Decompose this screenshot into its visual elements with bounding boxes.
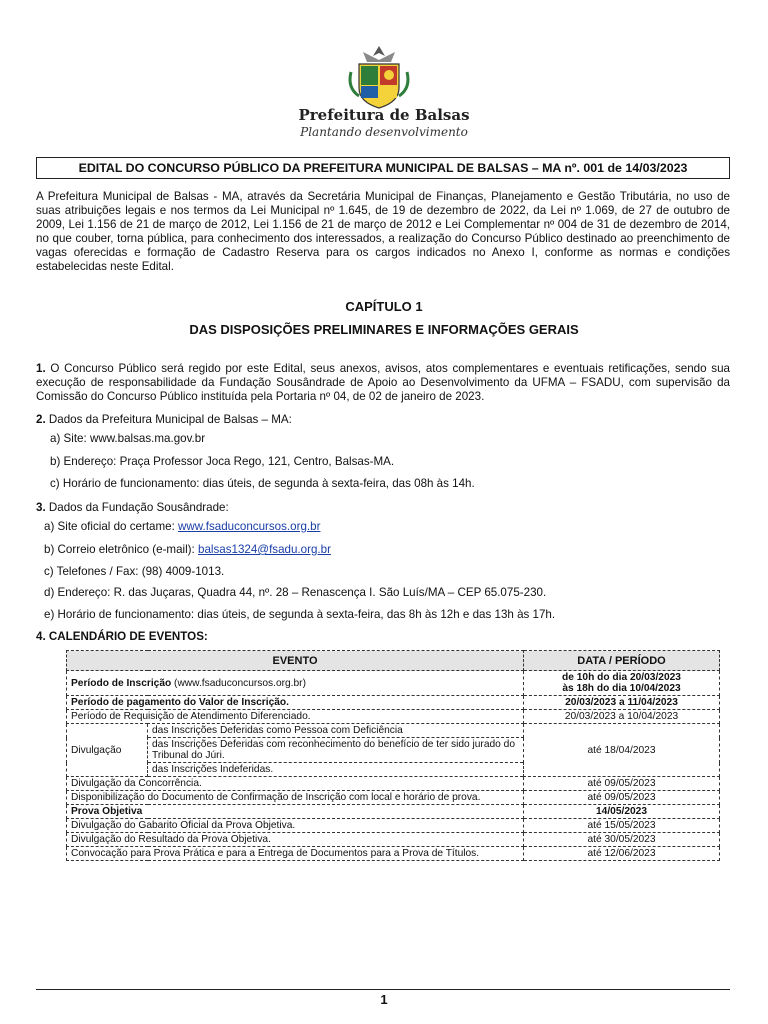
event-cell: Período de pagamento do Valor de Inscrição. (67, 696, 524, 710)
table-row (67, 791, 720, 805)
item-3-text: Dados da Fundação Sousândrade: (45, 501, 229, 514)
item-3 (36, 501, 229, 514)
event-cell: Divulgação do Resultado da Prova Objetiva. (67, 833, 524, 847)
date-cell: até 30/05/2023 (524, 833, 720, 847)
item-2-number: 2. (36, 413, 46, 426)
org-slogan: Plantando desenvolvimento (300, 125, 468, 139)
date-cell: até 09/05/2023 (524, 777, 720, 791)
item-3-a-label: a) Site oficial do certame: (44, 520, 179, 533)
item-3-number: 3. (36, 501, 46, 514)
event-cell: Período de Requisição de Atendimento Diferenciado. (67, 710, 524, 724)
table-row (67, 819, 720, 833)
date-line-2: às 18h do dia 10/04/2023 (562, 683, 681, 694)
chapter-number: CAPÍTULO 1 (345, 299, 423, 314)
date-cell: 20/03/2023 a 11/04/2023 (524, 696, 720, 710)
item-2-text: Dados da Prefeitura Municipal de Balsas – MA: (45, 413, 292, 426)
event-bold: Período de Inscrição (71, 677, 172, 689)
calendar-table (66, 650, 720, 861)
date-cell: 14/05/2023 (524, 805, 720, 819)
event-rest: (www.fsaduconcursos.org.br) (171, 677, 306, 689)
municipal-crest-logo (345, 44, 413, 110)
event-sub-cell: das Inscrições Deferidas com reconhecimento do benefício de ter sido jurado do Tribunal do Júri. (148, 738, 524, 763)
col-date-header: DATA / PERÍODO (524, 651, 720, 671)
table-header-row (67, 651, 720, 671)
table-row (67, 847, 720, 861)
event-cell: Prova Objetiva (67, 805, 524, 819)
table-row (67, 777, 720, 791)
item-1 (36, 362, 730, 404)
date-cell: até 09/05/2023 (524, 791, 720, 805)
fsadu-site-link[interactable]: www.fsaduconcursos.org.br (178, 520, 321, 533)
table-row (67, 710, 720, 724)
table-row (67, 724, 720, 738)
item-3-b-label: b) Correio eletrônico (e-mail): (44, 543, 198, 556)
event-cell: Convocação para Prova Prática e para a Entrega de Documentos para a Prova de Títulos. (67, 847, 524, 861)
date-cell: 20/03/2023 a 10/04/2023 (524, 710, 720, 724)
date-cell: até 15/05/2023 (524, 819, 720, 833)
item-2-b: b) Endereço: Praça Professor Joca Rego, 121, Centro, Balsas-MA. (50, 455, 395, 468)
table-row (67, 671, 720, 696)
item-2-a: a) Site: www.balsas.ma.gov.br (50, 432, 206, 445)
item-1-text: O Concurso Público será regido por este Edital, seus anexos, avisos, atos complementares e eventuais retificações, sendo sua execução de responsabilidade da Fundação Sousândrade de Apoio ao Desenvolvimento da UFMA – FSADU, com supervisão da Comissão do Concurso Público instituída pela Portaria nº 04, de 02 de janeiro de 2023. (36, 362, 730, 403)
item-4-heading: 4. CALENDÁRIO DE EVENTOS: (36, 630, 208, 643)
date-cell (524, 671, 720, 696)
item-3-e: e) Horário de funcionamento: dias úteis, de segunda à sexta-feira, das 8h às 12h e das 13h às 17h. (44, 608, 556, 621)
col-event-header: EVENTO (67, 651, 524, 671)
intro-paragraph: A Prefeitura Municipal de Balsas - MA, através da Secretária Municipal de Finanças, Planejamento e Gestão Tributária, no uso de suas atribuições legais e nos termos da Lei Municipal nº 1.645, de 19 de dezembro de 2022, da Lei nº 1.069, de 27 de outubro de 2009, Lei 1.156 de 21 de março de 2012, Lei 1.156 de 21 de março de 2012 e Lei Complementar nº 004 de 31 de dezembro de 2014, no que couber, torna pública, para conhecimento dos interessados, a realização do Concurso Público destinado ao preenchimento de vagas oferecidas e formação de Cadastro Reserva para os cargos indicados no Anexo I, conforme as normas e condições estabelecidas neste Edital. (36, 190, 730, 273)
item-3-c: c) Telefones / Fax: (98) 4009-1013. (44, 565, 225, 578)
date-cell: até 12/06/2023 (524, 847, 720, 861)
table-row (67, 805, 720, 819)
date-line-1: de 10h do dia 20/03/2023 (562, 672, 681, 683)
item-3-a (44, 520, 320, 533)
table-row (67, 696, 720, 710)
event-cell: Divulgação da Concorrência. (67, 777, 524, 791)
date-cell: até 18/04/2023 (524, 724, 720, 777)
page-number: 1 (380, 992, 388, 1007)
footer-divider (36, 989, 730, 990)
event-sub-cell: das Inscrições Indeferidas. (148, 763, 524, 777)
item-2-c: c) Horário de funcionamento: dias úteis, de segunda à sexta-feira, das 08h às 14h. (50, 477, 475, 490)
org-name: Prefeitura de Balsas (298, 106, 470, 124)
event-cell (67, 671, 524, 696)
item-1-number: 1. (36, 362, 46, 375)
table-row (67, 833, 720, 847)
chapter-title: DAS DISPOSIÇÕES PRELIMINARES E INFORMAÇÕES GERAIS (189, 322, 579, 337)
event-sub-cell: das Inscrições Deferidas como Pessoa com Deficiência (148, 724, 524, 738)
edital-title: EDITAL DO CONCURSO PÚBLICO DA PREFEITURA MUNICIPAL DE BALSAS – MA nº. 001 de 14/03/2023 (36, 157, 730, 179)
divulgacao-label: Divulgação (67, 724, 148, 777)
fsadu-email-link[interactable]: balsas1324@fsadu.org.br (198, 543, 331, 556)
item-3-d: d) Endereço: R. das Juçaras, Quadra 44, nº. 28 – Renascença I. São Luís/MA – CEP 65.075-230. (44, 586, 547, 599)
event-cell: Disponibilização do Documento de Confirmação de Inscrição com local e horário de prova. (67, 791, 524, 805)
item-2 (36, 413, 292, 426)
event-cell: Divulgação do Gabarito Oficial da Prova Objetiva. (67, 819, 524, 833)
item-3-b (44, 543, 331, 556)
